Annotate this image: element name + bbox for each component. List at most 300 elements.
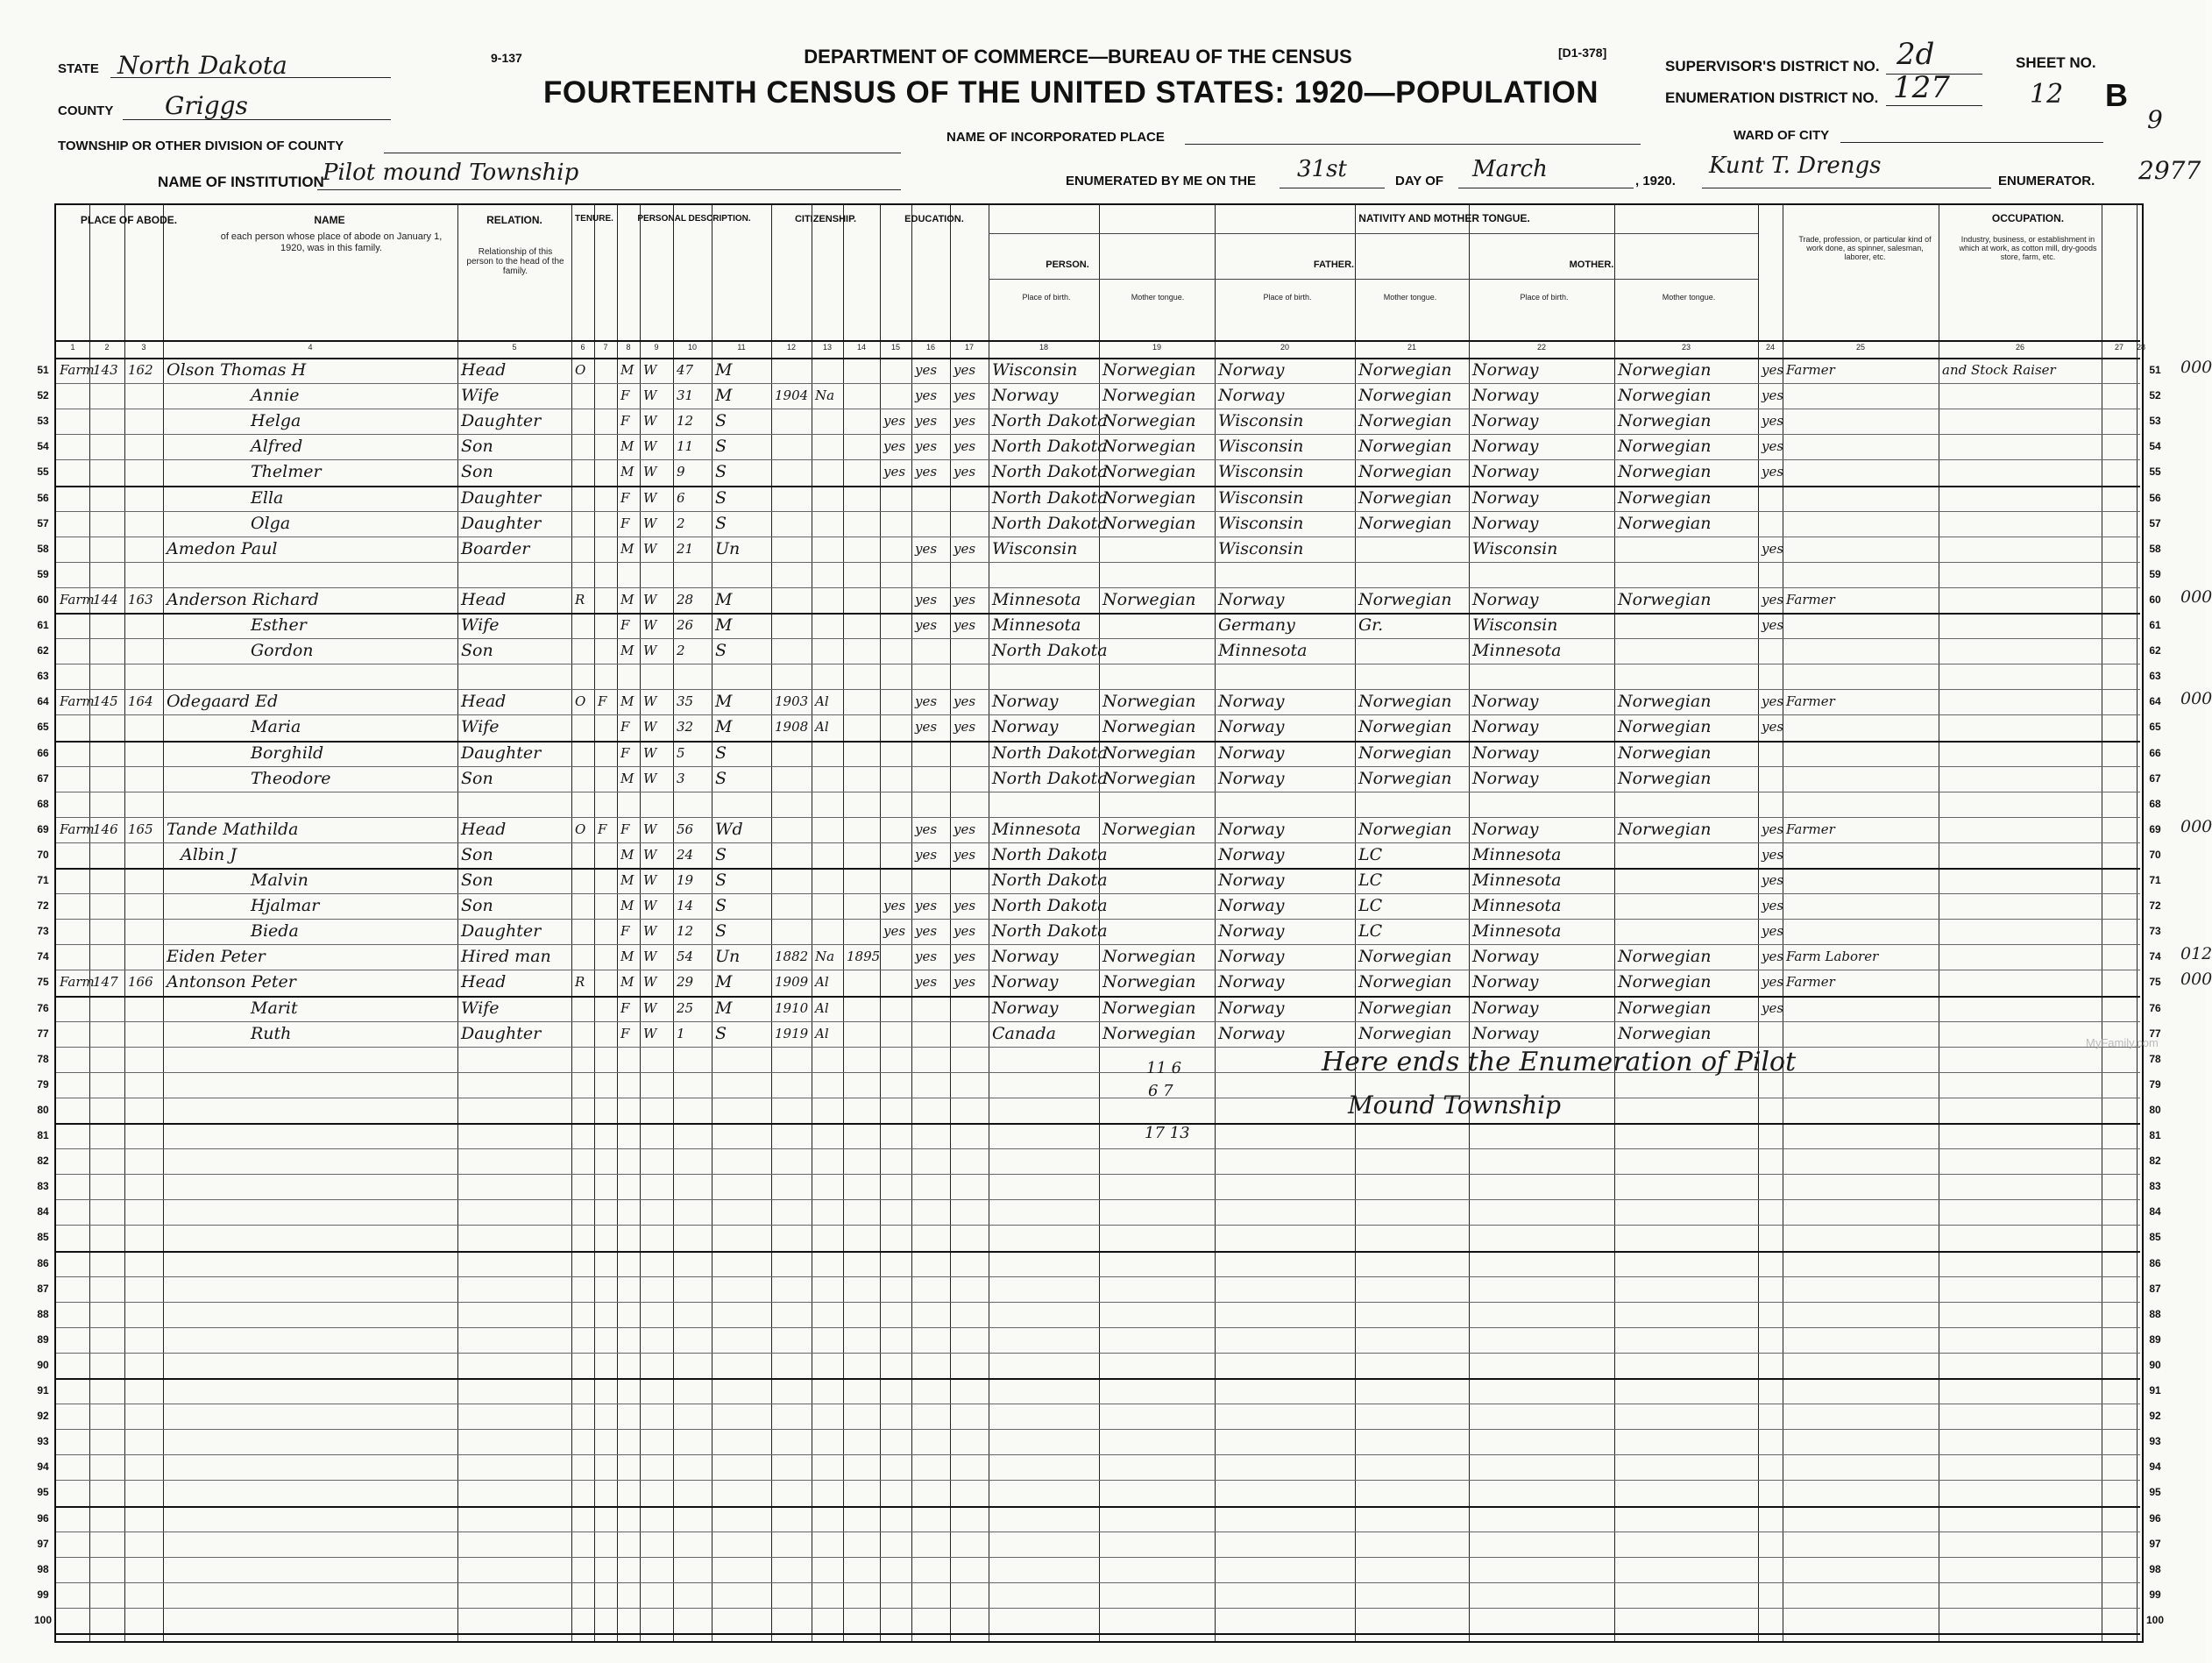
cell-race: W (643, 846, 657, 863)
line-number-right: 72 (2149, 899, 2161, 913)
table-row (37, 766, 2161, 792)
cell-tongue: Norwegian (1102, 768, 1196, 788)
cell-relation: Son (461, 896, 493, 916)
cell-tongue: Norwegian (1102, 692, 1196, 712)
cell-marital: S (715, 513, 727, 533)
form-code: [D1-378] (1558, 46, 1607, 60)
cell-name: Borghild (251, 743, 324, 763)
cell-house: 145 (93, 693, 118, 710)
line-number-left: 64 (37, 695, 49, 708)
cell-marital: S (715, 462, 727, 482)
line-number-left: 94 (37, 1460, 49, 1474)
cell-write: yes (954, 719, 976, 736)
cell-f-birth: Norway (1218, 360, 1285, 380)
column-number: 12 (786, 343, 796, 352)
name-description: of each person whose place of abode on January 1, 1920, was in this family. (220, 231, 443, 253)
cell-birth: North Dakota (992, 871, 1108, 890)
line-number-right: 64 (2149, 695, 2161, 708)
cell-read: yes (915, 693, 938, 710)
supervisor-label: SUPERVISOR'S DISTRICT NO. (1665, 58, 1880, 75)
cell-read: yes (915, 540, 938, 557)
cell-f-birth: Wisconsin (1218, 411, 1304, 431)
cell-f-tongue: Norwegian (1358, 487, 1452, 508)
cell-age: 12 (677, 413, 694, 430)
cell-m-tongue: Norwegian (1618, 819, 1712, 839)
cell-sex: M (620, 540, 635, 557)
cell-english: yes (1762, 872, 1784, 888)
cell-age: 3 (677, 770, 685, 786)
cell-english: yes (1762, 898, 1784, 914)
line-number-left: 51 (37, 364, 49, 376)
cell-write: yes (954, 949, 976, 965)
cell-sex: M (620, 438, 635, 455)
table-row (37, 1098, 2161, 1123)
cell-f-tongue: Norwegian (1358, 717, 1452, 737)
column-number: 27 (2114, 343, 2123, 352)
institution-value: Pilot mound Township (323, 160, 579, 186)
table-row (37, 714, 2161, 740)
column-number: 6 (580, 343, 585, 352)
cell-write: yes (954, 617, 976, 633)
cell-age: 14 (677, 898, 694, 914)
cell-m-tongue: Norwegian (1618, 589, 1712, 609)
cell-f-tongue: Norwegian (1358, 743, 1452, 763)
cell-marital: S (715, 437, 727, 457)
cell-f-tongue: Norwegian (1358, 462, 1452, 482)
cell-m-birth: Wisconsin (1472, 615, 1558, 635)
cell-name: Odegaard Ed (167, 692, 279, 712)
line-number-right: 86 (2149, 1256, 2161, 1269)
line-number-left: 57 (37, 516, 49, 529)
line-number-left: 73 (37, 925, 49, 938)
cell-race: W (643, 949, 657, 965)
cell-tongue: Norwegian (1102, 589, 1196, 609)
line-number-left: 59 (37, 567, 49, 580)
line-number-right: 54 (2149, 440, 2161, 453)
line-number-right: 81 (2149, 1129, 2161, 1141)
cell-family: 162 (128, 362, 153, 378)
cell-f-birth: Norway (1218, 589, 1285, 609)
census-table (33, 203, 2212, 1643)
cell-race: W (643, 999, 657, 1016)
cell-relation: Head (461, 692, 507, 712)
cell-f-birth: Norway (1218, 1023, 1285, 1043)
table-row (37, 383, 2161, 409)
cell-age: 1 (677, 1025, 685, 1041)
cell-age: 2 (677, 643, 685, 659)
cell-birth: Minnesota (992, 819, 1081, 839)
cell-sex: M (620, 362, 635, 378)
cell-sex: F (620, 617, 630, 633)
cell-name: Antonson Peter (167, 972, 296, 992)
cell-marital: M (715, 360, 733, 380)
line-number-right: 51 (2149, 364, 2161, 376)
cell-write: yes (954, 464, 976, 480)
line-number-left: 60 (37, 593, 49, 606)
person-father-mother-rule (989, 279, 1758, 280)
line-number-left: 92 (37, 1410, 49, 1423)
cell-nat: Na (815, 949, 835, 965)
table-row (37, 1480, 2161, 1505)
table-row (37, 1021, 2161, 1047)
ending-note-line-2: Mound Township (1348, 1091, 1562, 1119)
cell-f-tongue: Norwegian (1358, 589, 1452, 609)
cell-name: Ruth (251, 1023, 292, 1043)
cell-immig: 1903 (775, 693, 809, 710)
cell-marital: M (715, 386, 733, 406)
line-number-left: 96 (37, 1511, 49, 1524)
line-number-left: 76 (37, 1001, 49, 1014)
cell-read: yes (915, 949, 938, 965)
cell-race: W (643, 438, 657, 455)
cell-write: yes (954, 387, 976, 404)
cell-f-tongue: Norwegian (1358, 360, 1452, 380)
cell-sex: F (620, 821, 630, 837)
cell-read: yes (915, 898, 938, 914)
cell-english: yes (1762, 438, 1784, 455)
line-number-right: 75 (2149, 976, 2161, 989)
cell-sex: M (620, 770, 635, 786)
table-row (37, 1404, 2161, 1429)
column-number: 28 (2137, 343, 2146, 352)
incorporated-underline (1185, 144, 1641, 145)
cell-english: yes (1762, 464, 1784, 480)
line-number-right: 53 (2149, 415, 2161, 428)
cell-tongue: Norwegian (1102, 1023, 1196, 1043)
cell-race: W (643, 464, 657, 480)
cell-sex: F (620, 719, 630, 736)
cell-marital: S (715, 921, 727, 942)
cell-birth: North Dakota (992, 487, 1108, 508)
cell-sex: F (620, 1025, 630, 1041)
line-number-right: 63 (2149, 670, 2161, 683)
line-number-left: 66 (37, 746, 49, 759)
cell-m-tongue: Norwegian (1618, 1023, 1712, 1043)
cell-house: 143 (93, 362, 118, 378)
cell-english: yes (1762, 923, 1784, 940)
line-number-right: 62 (2149, 644, 2161, 657)
cell-m-birth: Norway (1472, 462, 1539, 482)
cell-street: Farm (60, 693, 95, 710)
table-row (37, 1532, 2161, 1557)
cell-race: W (643, 923, 657, 940)
cell-f-birth: Norway (1218, 386, 1285, 406)
table-row (37, 944, 2212, 970)
table-row (37, 586, 2212, 613)
cell-english: yes (1762, 540, 1784, 557)
cell-nat: Al (815, 719, 829, 736)
cell-race: W (643, 591, 657, 608)
cell-age: 11 (677, 438, 694, 455)
cell-read: yes (915, 413, 938, 430)
cell-marital: S (715, 487, 727, 508)
line-number-right: 100 (2145, 1613, 2165, 1626)
cell-birth: Minnesota (992, 589, 1081, 609)
cell-name: Anderson Richard (167, 589, 319, 609)
cell-mortgage: F (598, 693, 607, 710)
cell-m-tongue: Norwegian (1618, 972, 1712, 992)
cell-race: W (643, 540, 657, 557)
cell-f-tongue: Norwegian (1358, 998, 1452, 1018)
cell-f-tongue: Norwegian (1358, 972, 1452, 992)
line-number-left: 90 (37, 1358, 49, 1371)
cell-f-tongue: LC (1358, 871, 1383, 890)
cell-name: Thelmer (251, 462, 322, 482)
cell-marital: M (715, 615, 733, 635)
ward-underline (1840, 142, 2103, 143)
cell-birth: Norway (992, 692, 1059, 712)
cell-f-tongue: LC (1358, 921, 1383, 942)
cell-school: yes (883, 464, 906, 480)
cell-relation: Daughter (461, 921, 542, 942)
column-number: 8 (626, 343, 631, 352)
column-number: 3 (141, 343, 146, 352)
table-row (37, 486, 2161, 511)
cell-m-birth: Minnesota (1472, 896, 1562, 916)
table-row (37, 970, 2212, 995)
cell-relation: Daughter (461, 743, 542, 763)
line-number-right: 93 (2149, 1435, 2161, 1448)
cell-tongue: Norwegian (1102, 462, 1196, 482)
cell-marital: Wd (715, 819, 743, 839)
line-number-left: 72 (37, 899, 49, 913)
line-number-left: 97 (37, 1537, 49, 1550)
column-number: 2 (104, 343, 110, 352)
cell-read: yes (915, 438, 938, 455)
table-row (37, 868, 2161, 893)
line-number-left: 55 (37, 465, 49, 479)
cell-marital: M (715, 589, 733, 609)
cell-name: Malvin (251, 871, 308, 890)
cell-natyear: 1895 (847, 949, 881, 965)
township-label: TOWNSHIP OR OTHER DIVISION OF COUNTY (58, 139, 344, 153)
cell-trade: Farmer (1786, 821, 1835, 837)
cell-english: yes (1762, 617, 1784, 633)
enumerated-label: ENUMERATED BY ME ON THE (1066, 174, 1256, 188)
cell-relation: Son (461, 437, 493, 457)
cell-age: 56 (677, 821, 694, 837)
table-row (37, 1148, 2161, 1174)
table-row (37, 1276, 2161, 1302)
cell-tongue: Norwegian (1102, 411, 1196, 431)
cell-age: 9 (677, 464, 685, 480)
cell-tongue: Norwegian (1102, 487, 1196, 508)
cell-sex: M (620, 846, 635, 863)
line-number-right: 95 (2149, 1486, 2161, 1499)
cell-age: 25 (677, 999, 694, 1016)
cell-f-birth: Norway (1218, 896, 1285, 916)
table-row (37, 511, 2161, 537)
table-row (37, 613, 2161, 638)
line-number-left: 58 (37, 542, 49, 555)
column-number: 25 (1855, 343, 1865, 352)
industry-head: Industry, business, or establishment in which at work, as cotton mill, dry-goods store, farm, etc. (1959, 235, 2097, 261)
cell-race: W (643, 1025, 657, 1041)
line-number-left: 65 (37, 721, 49, 734)
cell-english: yes (1762, 821, 1784, 837)
line-number-right: 56 (2149, 491, 2161, 504)
cell-f-birth: Norway (1218, 844, 1285, 864)
column-number: 1 (70, 343, 75, 352)
line-number-right: 61 (2149, 619, 2161, 631)
column-number: 14 (856, 343, 866, 352)
sheet-label: SHEET NO. (2016, 54, 2096, 71)
line-number-right: 90 (2149, 1358, 2161, 1371)
line-number-left: 53 (37, 415, 49, 428)
row-rule (56, 1633, 2140, 1635)
cell-f-tongue: Norwegian (1358, 692, 1452, 712)
cell-write: yes (954, 591, 976, 608)
line-number-right: 69 (2149, 822, 2161, 835)
cell-nat: Al (815, 974, 829, 991)
table-row (37, 1047, 2161, 1072)
line-number-left: 81 (37, 1129, 49, 1141)
cell-tongue: Norwegian (1102, 947, 1196, 967)
cell-f-birth: Norway (1218, 998, 1285, 1018)
column-number: 16 (925, 343, 935, 352)
group-nativity: NATIVITY AND MOTHER TONGUE. (1358, 212, 1530, 224)
cell-sex: M (620, 949, 635, 965)
margin-code: 000 (2180, 970, 2212, 990)
cell-relation: Son (461, 844, 493, 864)
cell-marital: S (715, 641, 727, 661)
cell-tongue: Norwegian (1102, 743, 1196, 763)
cell-english: yes (1762, 693, 1784, 710)
cell-relation: Head (461, 972, 507, 992)
margin-code: 000 (2180, 816, 2212, 836)
line-number-left: 63 (37, 670, 49, 683)
table-row (37, 562, 2161, 587)
cell-m-tongue: Norwegian (1618, 998, 1712, 1018)
cell-english: yes (1762, 974, 1784, 991)
cell-relation: Son (461, 641, 493, 661)
group-occupation: OCCUPATION. (1991, 212, 2065, 224)
line-number-left: 71 (37, 874, 49, 886)
cell-name: Annie (251, 386, 300, 406)
column-number: 7 (603, 343, 608, 352)
cell-tongue: Norwegian (1102, 717, 1196, 737)
cell-immig: 1909 (775, 974, 809, 991)
table-row (37, 1429, 2161, 1454)
cell-m-birth: Norway (1472, 487, 1539, 508)
cell-race: W (643, 770, 657, 786)
cell-relation: Head (461, 360, 507, 380)
cell-write: yes (954, 923, 976, 940)
line-number-left: 85 (37, 1231, 49, 1244)
line-number-right: 52 (2149, 389, 2161, 402)
cell-trade: Farmer (1786, 974, 1835, 991)
cell-read: yes (915, 846, 938, 863)
group-citizenship: CITIZENSHIP. (794, 214, 857, 224)
margin-code: 000 (2180, 586, 2212, 607)
cell-birth: North Dakota (992, 743, 1108, 763)
line-number-right: 65 (2149, 721, 2161, 734)
cell-race: W (643, 617, 657, 633)
cell-birth: Wisconsin (992, 360, 1078, 380)
cell-english: yes (1762, 846, 1784, 863)
cell-m-tongue: Norwegian (1618, 411, 1712, 431)
cell-name: Ella (251, 487, 284, 508)
cell-name: Hjalmar (251, 896, 320, 916)
table-row (37, 1353, 2161, 1378)
nativity-sub-rule (989, 233, 1758, 234)
cell-m-birth: Norway (1472, 972, 1539, 992)
cell-name: Tande Mathilda (167, 819, 299, 839)
cell-race: W (643, 872, 657, 888)
cell-f-birth: Norway (1218, 972, 1285, 992)
cell-sex: M (620, 591, 635, 608)
line-number-left: 93 (37, 1435, 49, 1448)
cell-f-tongue: Norwegian (1358, 411, 1452, 431)
cell-f-birth: Norway (1218, 819, 1285, 839)
enumerator-name: Kunt T. Drengs (1709, 153, 1882, 179)
cell-name: Esther (251, 615, 307, 635)
cell-race: W (643, 821, 657, 837)
cell-race: W (643, 362, 657, 378)
line-number-right: 84 (2149, 1205, 2161, 1219)
cell-name: Olson Thomas H (167, 360, 307, 380)
cell-f-tongue: Norwegian (1358, 947, 1452, 967)
cell-m-birth: Norway (1472, 1023, 1539, 1043)
line-number-right: 83 (2149, 1180, 2161, 1193)
cell-house: 144 (93, 591, 118, 608)
cell-sex: F (620, 999, 630, 1016)
group-place-of-abode: PLACE OF ABODE. (80, 214, 178, 226)
line-number-left: 54 (37, 440, 49, 453)
cell-name: Theodore (251, 768, 331, 788)
line-number-right: 68 (2149, 797, 2161, 810)
county-underline (123, 119, 391, 120)
line-number-right: 82 (2149, 1155, 2161, 1168)
cell-read: yes (915, 617, 938, 633)
cell-birth: Minnesota (992, 615, 1081, 635)
cell-tongue: Norwegian (1102, 386, 1196, 406)
group-relation: RELATION. (486, 214, 542, 226)
cell-name: Bieda (251, 921, 299, 942)
cell-f-birth: Wisconsin (1218, 487, 1304, 508)
cell-read: yes (915, 821, 938, 837)
cell-name: Amedon Paul (167, 538, 278, 558)
cell-f-birth: Germany (1218, 615, 1295, 635)
column-number: 18 (1039, 343, 1048, 352)
cell-tenure: R (575, 591, 585, 608)
column-number: 9 (654, 343, 659, 352)
line-number-left: 88 (37, 1307, 49, 1320)
cell-m-tongue: Norwegian (1618, 386, 1712, 406)
line-number-left: 78 (37, 1052, 49, 1065)
cell-tongue: Norwegian (1102, 437, 1196, 457)
cell-m-birth: Norway (1472, 717, 1539, 737)
cell-relation: Daughter (461, 411, 542, 431)
line-number-right: 76 (2149, 1001, 2161, 1014)
line-number-right: 67 (2149, 771, 2161, 785)
cell-f-birth: Norway (1218, 921, 1285, 942)
table-row (37, 1174, 2161, 1199)
cell-m-tongue: Norwegian (1618, 437, 1712, 457)
cell-english: yes (1762, 719, 1784, 736)
table-row (37, 1582, 2161, 1608)
line-number-left: 62 (37, 644, 49, 657)
cell-race: W (643, 719, 657, 736)
line-number-right: 66 (2149, 746, 2161, 759)
cell-race: W (643, 974, 657, 991)
cell-birth: North Dakota (992, 921, 1108, 942)
cell-read: yes (915, 719, 938, 736)
cell-m-birth: Minnesota (1472, 641, 1562, 661)
line-number-left: 74 (37, 950, 49, 963)
county-label: COUNTY (58, 103, 114, 118)
sheet-side: B (2105, 77, 2128, 113)
